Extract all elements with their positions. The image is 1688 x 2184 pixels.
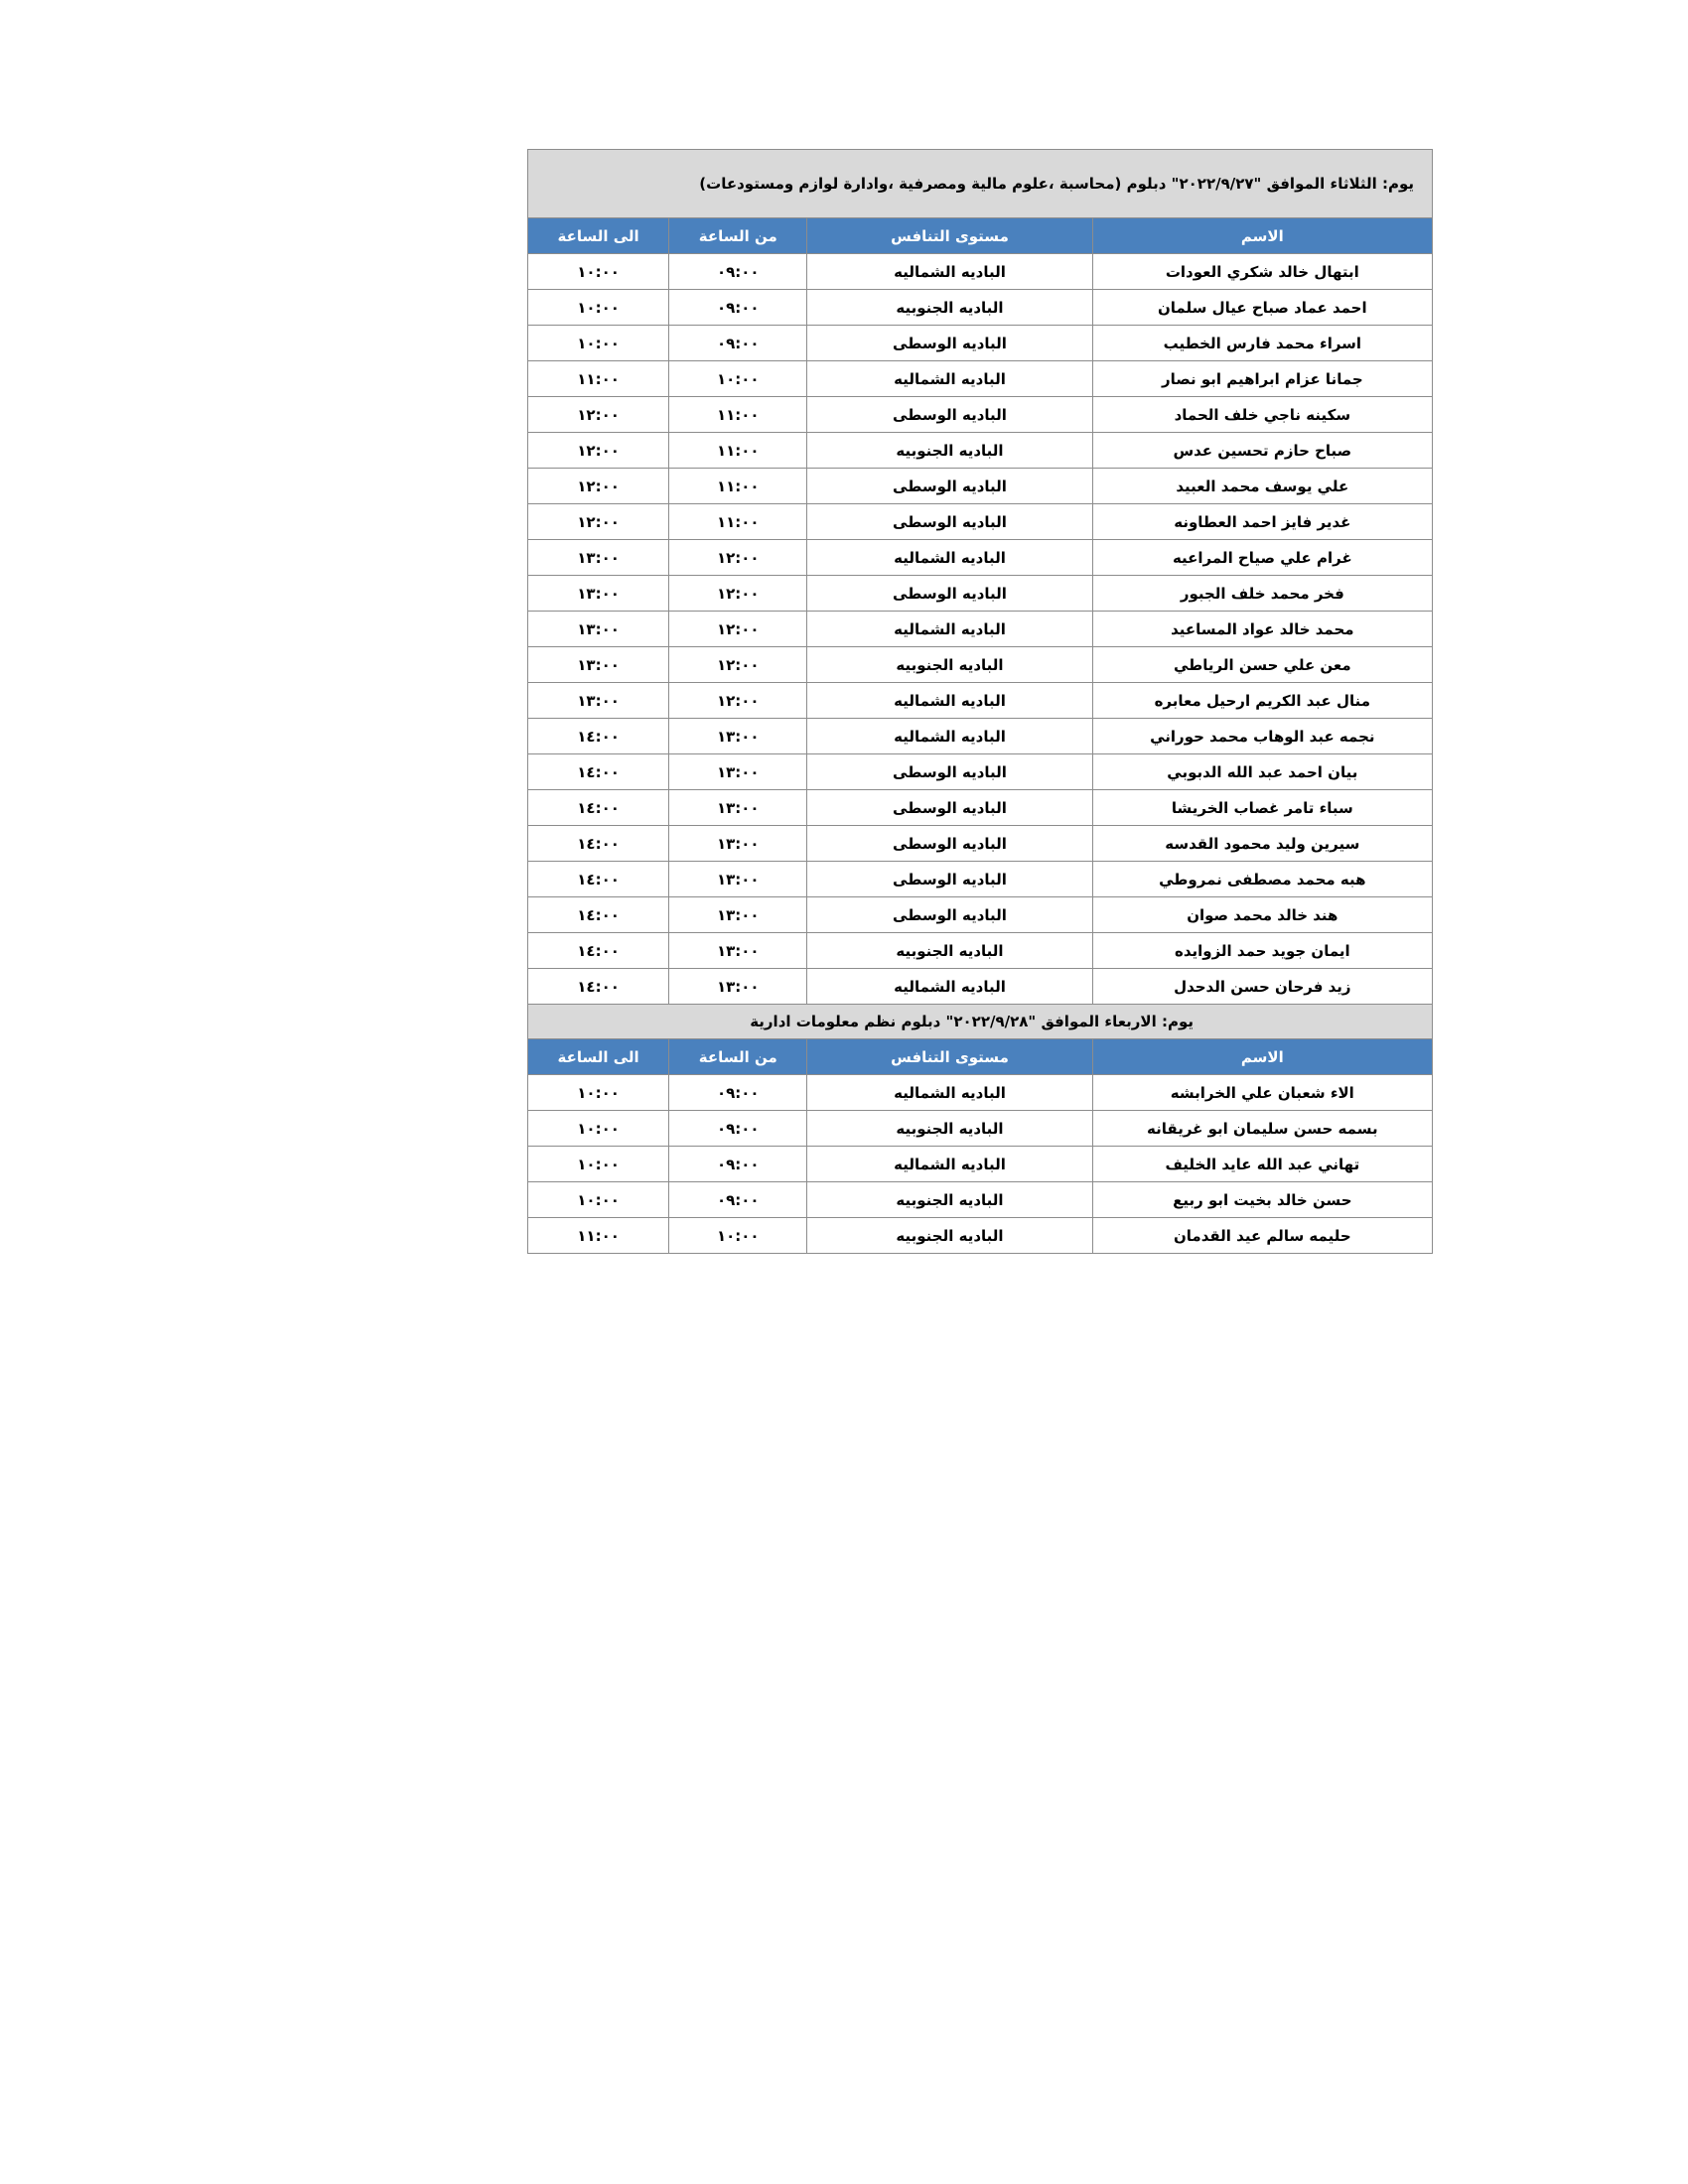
student-name: احمد عماد صباح عيال سلمان: [1092, 290, 1432, 326]
student-name: بيان احمد عبد الله الدبوبي: [1092, 754, 1432, 790]
student-name: فخر محمد خلف الجبور: [1092, 576, 1432, 612]
time-from: ٠٩:٠٠: [669, 1182, 807, 1218]
time-to: ١٢:٠٠: [528, 397, 669, 433]
time-from: ٠٩:٠٠: [669, 254, 807, 290]
student-name: غرام علي صياح المراعيه: [1092, 540, 1432, 576]
time-from: ١١:٠٠: [669, 433, 807, 469]
header-name: الاسم: [1092, 1039, 1432, 1075]
schedule-table: [527, 149, 1433, 1254]
time-to: ١٤:٠٠: [528, 754, 669, 790]
student-name: سكينه ناجي خلف الحماد: [1092, 397, 1432, 433]
student-name: سيرين وليد محمود القدسه: [1092, 826, 1432, 862]
time-to: ١٤:٠٠: [528, 719, 669, 754]
time-from: ٠٩:٠٠: [669, 326, 807, 361]
time-to: ١٢:٠٠: [528, 469, 669, 504]
time-from: ١٢:٠٠: [669, 576, 807, 612]
time-from: ١٠:٠٠: [669, 1218, 807, 1254]
competition-level: الباديه الجنوبيه: [807, 1218, 1092, 1254]
time-from: ٠٩:٠٠: [669, 290, 807, 326]
time-from: ١٣:٠٠: [669, 719, 807, 754]
table-row: [528, 254, 1433, 290]
schedule-body: [528, 150, 1433, 1254]
time-to: ١٣:٠٠: [528, 612, 669, 647]
student-name: هند خالد محمد صوان: [1092, 897, 1432, 933]
student-name: تهاني عبد الله عايد الخليف: [1092, 1147, 1432, 1182]
competition-level: الباديه الجنوبيه: [807, 1182, 1092, 1218]
student-name: محمد خالد عواد المساعيد: [1092, 612, 1432, 647]
table-row: [528, 504, 1433, 540]
time-from: ١٢:٠٠: [669, 612, 807, 647]
time-from: ١٣:٠٠: [669, 826, 807, 862]
student-name: نجمه عبد الوهاب محمد حوراني: [1092, 719, 1432, 754]
competition-level: الباديه الجنوبيه: [807, 647, 1092, 683]
time-to: ١٠:٠٠: [528, 1075, 669, 1111]
competition-level: الباديه الوسطى: [807, 576, 1092, 612]
competition-level: الباديه الجنوبيه: [807, 433, 1092, 469]
time-from: ١٣:٠٠: [669, 790, 807, 826]
time-to: ١٢:٠٠: [528, 504, 669, 540]
time-to: ١٠:٠٠: [528, 290, 669, 326]
time-from: ٠٩:٠٠: [669, 1075, 807, 1111]
header-to: الى الساعة: [528, 1039, 669, 1075]
competition-level: الباديه الشماليه: [807, 254, 1092, 290]
competition-level: الباديه الشماليه: [807, 1075, 1092, 1111]
time-to: ١٠:٠٠: [528, 254, 669, 290]
time-to: ١٠:٠٠: [528, 326, 669, 361]
table-row: [528, 969, 1433, 1005]
header-level: مستوى التنافس: [807, 1039, 1092, 1075]
competition-level: الباديه الشماليه: [807, 1147, 1092, 1182]
table-row: [528, 361, 1433, 397]
time-to: ١٣:٠٠: [528, 647, 669, 683]
student-name: منال عبد الكريم ارحيل معابره: [1092, 683, 1432, 719]
time-from: ١٣:٠٠: [669, 897, 807, 933]
table-row: [528, 862, 1433, 897]
time-from: ١١:٠٠: [669, 504, 807, 540]
student-name: ايمان جويد حمد الزوايده: [1092, 933, 1432, 969]
student-name: صباح حازم تحسين عدس: [1092, 433, 1432, 469]
competition-level: الباديه الشماليه: [807, 361, 1092, 397]
table-row: [528, 1218, 1433, 1254]
competition-level: الباديه الجنوبيه: [807, 933, 1092, 969]
time-from: ٠٩:٠٠: [669, 1111, 807, 1147]
student-name: معن علي حسن الرياطي: [1092, 647, 1432, 683]
header-level: مستوى التنافس: [807, 218, 1092, 254]
student-name: زيد فرحان حسن الدحدل: [1092, 969, 1432, 1005]
time-from: ١٣:٠٠: [669, 862, 807, 897]
table-row: [528, 612, 1433, 647]
table-row: [528, 1182, 1433, 1218]
time-from: ١٠:٠٠: [669, 361, 807, 397]
table-row: [528, 683, 1433, 719]
time-from: ١٢:٠٠: [669, 540, 807, 576]
competition-level: الباديه الجنوبيه: [807, 1111, 1092, 1147]
student-name: الاء شعبان علي الخرابشه: [1092, 1075, 1432, 1111]
competition-level: الباديه الشماليه: [807, 612, 1092, 647]
time-to: ١١:٠٠: [528, 361, 669, 397]
time-to: ١٢:٠٠: [528, 433, 669, 469]
header-from: من الساعة: [669, 218, 807, 254]
time-to: ١٤:٠٠: [528, 790, 669, 826]
competition-level: الباديه الشماليه: [807, 540, 1092, 576]
time-to: ١٤:٠٠: [528, 933, 669, 969]
competition-level: الباديه الوسطى: [807, 397, 1092, 433]
student-name: اسراء محمد فارس الخطيب: [1092, 326, 1432, 361]
table-row: [528, 1075, 1433, 1111]
competition-level: الباديه الوسطى: [807, 826, 1092, 862]
table-row: [528, 397, 1433, 433]
student-name: ابتهال خالد شكري العودات: [1092, 254, 1432, 290]
section-title-row: [528, 150, 1433, 218]
competition-level: الباديه الوسطى: [807, 469, 1092, 504]
student-name: بسمه حسن سليمان ابو غريقانه: [1092, 1111, 1432, 1147]
table-row: [528, 933, 1433, 969]
student-name: علي يوسف محمد العبيد: [1092, 469, 1432, 504]
table-row: [528, 433, 1433, 469]
time-to: ١٤:٠٠: [528, 897, 669, 933]
table-row: [528, 540, 1433, 576]
header-name: الاسم: [1092, 218, 1432, 254]
time-to: ١٤:٠٠: [528, 862, 669, 897]
table-row: [528, 826, 1433, 862]
student-name: غدير فايز احمد العطاونه: [1092, 504, 1432, 540]
competition-level: الباديه الوسطى: [807, 790, 1092, 826]
section-title-row: [528, 1005, 1433, 1039]
competition-level: الباديه الوسطى: [807, 862, 1092, 897]
table-row: [528, 326, 1433, 361]
table-row: [528, 897, 1433, 933]
table-row: [528, 1147, 1433, 1182]
time-from: ١١:٠٠: [669, 397, 807, 433]
time-to: ١١:٠٠: [528, 1218, 669, 1254]
student-name: حسن خالد بخيت ابو ربيع: [1092, 1182, 1432, 1218]
table-row: [528, 290, 1433, 326]
competition-level: الباديه الوسطى: [807, 754, 1092, 790]
time-to: ١٠:٠٠: [528, 1111, 669, 1147]
competition-level: الباديه الشماليه: [807, 969, 1092, 1005]
time-from: ١٢:٠٠: [669, 647, 807, 683]
table-row: [528, 1111, 1433, 1147]
time-to: ١٣:٠٠: [528, 540, 669, 576]
table-row: [528, 754, 1433, 790]
time-from: ١٣:٠٠: [669, 933, 807, 969]
student-name: حليمه سالم عيد القدمان: [1092, 1218, 1432, 1254]
table-row: [528, 719, 1433, 754]
table-row: [528, 647, 1433, 683]
competition-level: الباديه الشماليه: [807, 683, 1092, 719]
time-to: ١٣:٠٠: [528, 683, 669, 719]
student-name: هبه محمد مصطفى نمروطي: [1092, 862, 1432, 897]
time-to: ١٤:٠٠: [528, 826, 669, 862]
table-row: [528, 576, 1433, 612]
time-to: ١٣:٠٠: [528, 576, 669, 612]
student-name: جمانا عزام ابراهيم ابو نصار: [1092, 361, 1432, 397]
column-header-row: [528, 1039, 1433, 1075]
time-from: ٠٩:٠٠: [669, 1147, 807, 1182]
time-from: ١٣:٠٠: [669, 969, 807, 1005]
time-from: ١١:٠٠: [669, 469, 807, 504]
column-header-row: [528, 218, 1433, 254]
time-from: ١٢:٠٠: [669, 683, 807, 719]
table-row: [528, 790, 1433, 826]
time-from: ١٣:٠٠: [669, 754, 807, 790]
section-title: يوم: الثلاثاء الموافق "٢٠٢٢/٩/٢٧" دبلوم (محاسبة ،علوم مالية ومصرفية ،وادارة لوازم ومستودعات): [528, 150, 1433, 218]
header-to: الى الساعة: [528, 218, 669, 254]
competition-level: الباديه الوسطى: [807, 504, 1092, 540]
time-to: ١٤:٠٠: [528, 969, 669, 1005]
section-title: يوم: الاربعاء الموافق "٢٠٢٢/٩/٢٨" دبلوم نظم معلومات ادارية: [528, 1005, 1433, 1039]
competition-level: الباديه الجنوبيه: [807, 290, 1092, 326]
competition-level: الباديه الشماليه: [807, 719, 1092, 754]
time-to: ١٠:٠٠: [528, 1182, 669, 1218]
competition-level: الباديه الوسطى: [807, 326, 1092, 361]
time-to: ١٠:٠٠: [528, 1147, 669, 1182]
student-name: سباء تامر غصاب الخريشا: [1092, 790, 1432, 826]
header-from: من الساعة: [669, 1039, 807, 1075]
competition-level: الباديه الوسطى: [807, 897, 1092, 933]
table-row: [528, 469, 1433, 504]
